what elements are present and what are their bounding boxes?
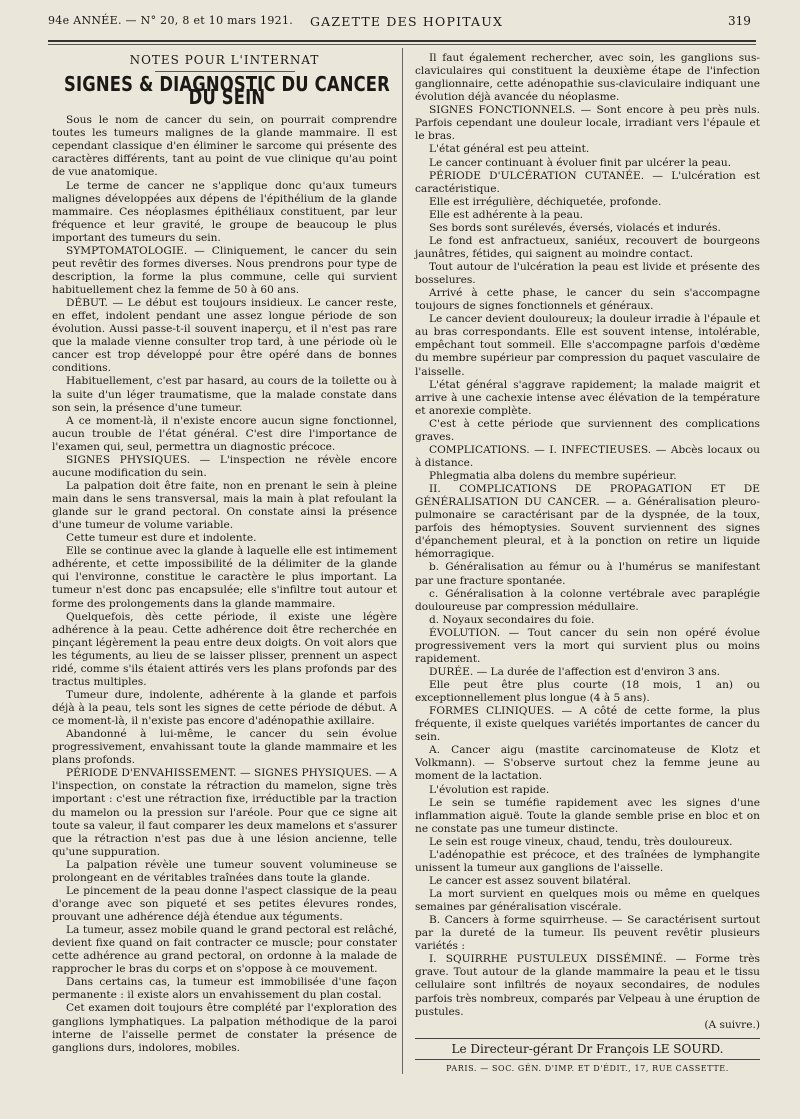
header-rule-thin [48,44,756,45]
page-number: 319 [728,14,751,28]
paragraph: Cet examen doit toujours être complété par l'exploration des ganglions lymphatiques. La palpation méthodique de la paroi interne de l'aisselle permet de constater la présence de ganglions durs, indolores, mobiles. [52,1002,397,1054]
paragraph: FORMES CLINIQUES. — A côté de cette forme, la plus fréquente, il existe quelques variétés importantes de cancer du sein. [415,705,760,744]
paragraph: Elle est irrégulière, déchiquetée, profonde. [429,195,662,208]
paragraph: Cette tumeur est dure et indolente. [66,532,257,545]
continuation-note: (A suivre.) [704,1018,760,1031]
paragraph: II. COMPLICATIONS DE PROPAGATION ET DE GÉNÉRALISATION DU CANCER. — a. Généralisation pleuro-pulmonaire se caractérisant par de la dyspnée, de la toux, parfois des hémoptysies. Souvent surviennent des signes d'épanchement pleural, et à la ponction on retire un liquide hémorragique. [415,483,760,561]
section-kicker: NOTES POUR L'INTERNAT [129,53,320,67]
paragraph: L'évolution est rapide. [429,783,550,796]
paragraph: La palpation doit être faite, non en prenant le sein à pleine main dans le sens transversal, mais la main à plat refoulant la glande sur le grand pectoral. On constate ainsi la présence d'une tumeur de volume variable. [52,479,397,532]
paragraph: DURÉE. — La durée de l'affection est d'environ 3 ans. [429,665,721,678]
paragraph: PÉRIODE D'ENVAHISSEMENT. — SIGNES PHYSIQUES. — A l'inspection, on constate la rétraction du mamelon, signe très important : c'est une rétraction fixe, irréductible par la traction du mamelon ou la pression sur l'aréole. Pour que ce signe ait toute sa valeur, il faut comparer les deux mamelons et s'assurer que la rétraction n'est pas due à une lésion ancienne, telle qu'une suppuration. [52,767,397,858]
paragraph: Le sein est rouge vineux, chaud, tendu, très douloureux. [429,835,733,848]
paragraph: SIGNES FONCTIONNELS. — Sont encore à peu près nuls. Parfois cependant une douleur locale, irradiant vers l'épaule et le bras. [415,104,760,143]
paragraph: SYMPTOMATOLOGIE. — Cliniquement, le cancer du sein peut revêtir des formes diverses. Nous prendrons pour type de description, la forme la plus commune, celle qui survient habituellement chez la femme de 50 à 60 ans. [52,244,397,296]
paragraph: A ce moment-là, il n'existe encore aucun signe fonctionnel, aucun trouble de l'état général. C'est dire l'importance de l'examen qui, seul, permettra un diagnostic précoce. [52,414,397,453]
paragraph: L'état général s'aggrave rapidement; la malade maigrit et arrive à une cachexie intense avec élévation de la température et anorexie complète. [415,378,760,417]
paragraph: A. Cancer aigu (mastite carcinomateuse de Klotz et Volkmann). — S'observe surtout chez la femme jeune au moment de la lactation. [415,744,760,783]
header-rule [48,40,756,42]
page-header [0,0,800,40]
paragraph: Le pincement de la peau donne l'aspect classique de la peau d'orange avec son piqueté et ses petites élevures rondes, prouvant une adhérence déjà étendue aux téguments. [52,884,397,923]
left-column [52,52,397,1055]
paragraph: La mort survient en quelques mois ou même en quelques semaines par généralisation viscérale. [415,888,760,914]
paragraph: Abandonné à lui-même, le cancer du sein évolue progressivement, envahissant toute la glande mammaire et les plans profonds. [52,728,397,767]
paragraph: d. Noyaux secondaires du foie. [429,613,595,626]
paragraph: Dans certains cas, la tumeur est immobilisée d'une façon permanente : il existe alors un envahissement du plan costal. [52,976,397,1002]
paragraph: Il faut également rechercher, avec soin, les ganglions sus-claviculaires qui constituent la deuxième étape de l'infection ganglionnaire, cette adénopathie sus-claviculaire indiquant une évolution déjà avancée du néoplasme. [415,52,760,104]
issue-info: 94e ANNÉE. — N° 20, 8 et 10 mars 1921. [48,14,294,27]
footer-rule [415,1038,760,1039]
paragraph: Elle est adhérente à la peau. [429,208,584,221]
article-title: SIGNES & DIAGNOSTIC DU CANCER DU SEIN [64,72,390,110]
paragraph: ÉVOLUTION. — Tout cancer du sein non opéré évolue progressivement vers la mort qui survient plus ou moins rapidement. [415,626,760,665]
paragraph: Le fond est anfractueux, saniéux, recouvert de bourgeons jaunâtres, fétides, qui saignent au moindre contact. [415,234,760,260]
footer-rule-2 [415,1059,760,1060]
paragraph: Le terme de cancer ne s'applique donc qu'aux tumeurs malignes développées aux dépens de l'épithélium de la glande mammaire. Ces néoplasmes épithéliaux constituent, par leur fréquence et leur gravité, le groupe de beaucoup le plus important des tumeurs du sein. [52,179,397,244]
paragraph: La palpation révèle une tumeur souvent volumineuse se prolongeant en de véritables traînées dans toute la glande. [52,858,397,884]
paragraph: L'état général est peu atteint. [429,143,590,156]
paragraph: L'adénopathie est précoce, et des traînées de lymphangite unissent la tumeur aux ganglions de l'aisselle. [415,848,760,874]
right-column [415,52,760,1032]
paragraph: Le sein se tuméfie rapidement avec les signes d'une inflammation aiguë. Toute la glande semble prise en bloc et on ne constate pas une tumeur distincte. [415,796,760,835]
column-divider [402,48,403,1074]
paragraph: Elle se continue avec la glande à laquelle elle est intimement adhérente, et cette impossibilité de la délimiter de la glande qui l'environne, constitue le caractère le plus important. La tumeur n'est donc pas encapsulée; elle s'infiltre tout autour et forme des prolongements dans la glande mammaire. [52,545,397,610]
director-signature: Le Directeur-gérant Dr François LE SOURD. [451,1042,724,1056]
paragraph: PÉRIODE D'ULCÉRATION CUTANÉE. — L'ulcération est caractéristique. [415,169,760,195]
paragraph: Phlegmatia alba dolens du membre supérieur. [429,470,677,482]
paragraph: Tumeur dure, indolente, adhérente à la glande et parfois déjà à la peau, tels sont les signes de cette période de début. A ce moment-là, il n'existe pas encore d'adénopathie axillaire. [52,688,397,728]
paragraph: Quelquefois, dès cette période, il existe une légère adhérence à la peau. Cette adhérence doit être recherchée en pinçant légèrement la peau entre deux doigts. On voit alors que les téguments, au lieu de se laisser plisser, prennent un aspect ridé, comme s'ils étaient attirés vers les plans profonds par des tractus multiples. [52,610,397,688]
paragraph: Ses bords sont surélevés, éversés, violacés et indurés. [429,221,721,234]
paragraph: c. Généralisation à la colonne vertébrale avec paraplégie douloureuse par compression médullaire. [415,587,760,613]
paragraph: Le cancer devient douloureux; la douleur irradie à l'épaule et au bras correspondants. Elle est souvent intense, intolérable, empêchant tout sommeil. Elle s'accompagne parfois d'œdème du membre supérieur par compression du paquet vasculaire de l'aisselle. [415,313,760,378]
journal-title: GAZETTE DES HOPITAUX [310,14,504,29]
paragraph: Elle peut être plus courte (18 mois, 1 an) ou exceptionnellement plus longue (4 à 5 ans). [415,679,760,705]
paragraph: I. SQUIRRHE PUSTULEUX DISSÉMINÉ. — Forme très grave. Tout autour de la glande mammaire la peau et le tissu cellulaire sont infiltrés de noyaux secondaires, de nodules parfois très nombreux, comparés par Velpeau à une éruption de pustules. [415,953,760,1018]
printer-imprint: PARIS. — SOC. GÉN. D'IMP. ET D'ÉDIT., 17, RUE CASSETTE. [446,1064,729,1073]
paragraph: Habituellement, c'est par hasard, au cours de la toilette ou à la suite d'un léger traumatisme, que la malade constate dans son sein, la présence d'une tumeur. [52,375,397,414]
paragraph: Tout autour de l'ulcération la peau est livide et présente des bosselures. [415,261,760,287]
paragraph: C'est à cette période que surviennent des complications graves. [415,417,760,443]
paragraph: La tumeur, assez mobile quand le grand pectoral est relâché, devient fixe quand on fait contracter ce muscle; pour constater cette adhérence au grand pectoral, on ordonne à la malade de rapprocher le bras du corps et on s'oppose à ce mouvement. [52,924,397,976]
paragraph: b. Généralisation au fémur ou à l'humérus se manifestant par une fracture spontanée. [415,561,760,587]
paragraph: Le cancer est assez souvent bilatéral. [429,874,631,887]
paragraph: Sous le nom de cancer du sein, on pourrait comprendre toutes les tumeurs malignes de la glande mammaire. Il est cependant classique d'en éliminer le sarcome qui présente des caractères différents, tant au point de vue clinique qu'au point de vue anatomique. [52,114,397,179]
paragraph: DÉBUT. — Le début est toujours insidieux. Le cancer reste, en effet, indolent pendant une assez longue période de son évolution. Aussi passe-t-il souvent inaperçu, et il n'est pas rare que la malade vienne consulter trop tard, à une période où le cancer est trop développé pour être opéré dans de bonnes conditions. [52,297,397,375]
paragraph: COMPLICATIONS. — I. INFECTIEUSES. — Abcès locaux ou à distance. [415,443,760,469]
paragraph: B. Cancers à forme squirrheuse. — Se caractérisent surtout par la dureté de la tumeur. Ils peuvent revêtir plusieurs variétés : [415,914,760,953]
paragraph: Arrivé à cette phase, le cancer du sein s'accompagne toujours de signes fonctionnels et généraux. [415,287,760,313]
paragraph: Le cancer continuant à évoluer finit par ulcérer la peau. [429,156,732,169]
paragraph: SIGNES PHYSIQUES. — L'inspection ne révèle encore aucune modification du sein. [52,453,397,479]
